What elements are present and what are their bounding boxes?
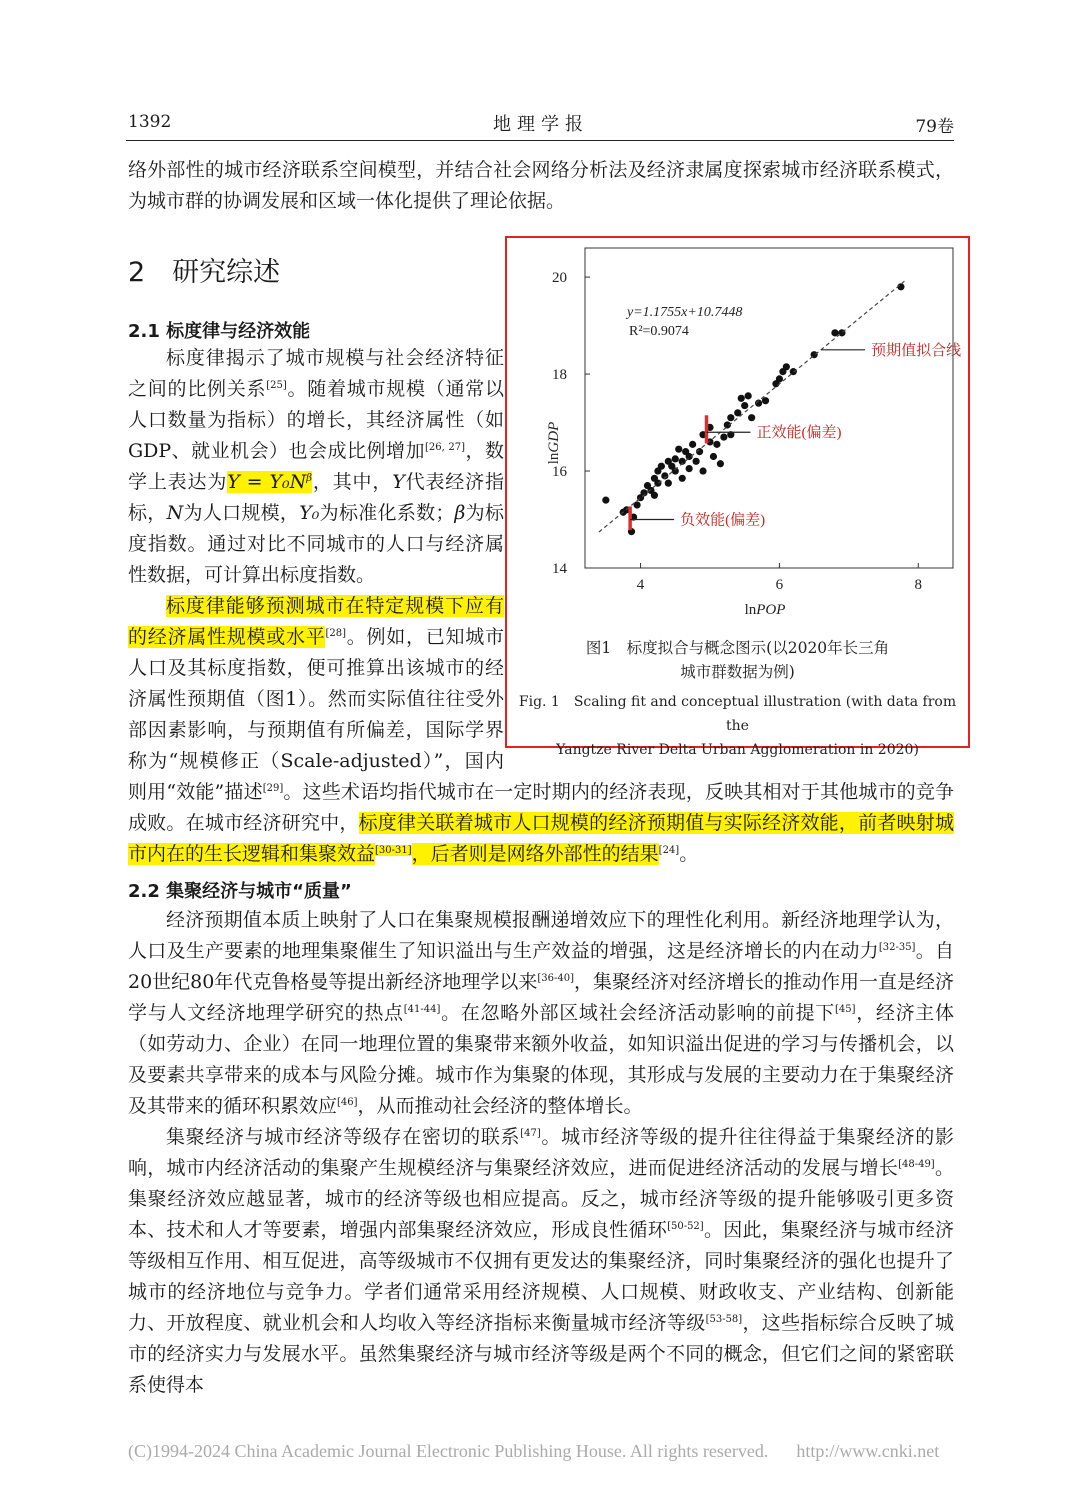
subsection-heading-2-1: 2.1 标度律与经济效能: [128, 321, 311, 342]
y-tick-label: 20: [552, 270, 567, 287]
paragraph-agglomeration: 经济预期值本质上映射了人口在集聚规模报酬递增效应下的理性化利用。新经济地理学认为，人口及生产要素的地理集聚催生了知识溢出与生产效益的增强，这是经济增长的内在动力[32-35]。自20世纪80年代克鲁格曼等提出新经济地理学以来[36-40]，集聚经济对经济增长的推动作用一直是经济学与人文经济地理学研究的热点[41-44]。在忽略外部区域社会经济活动影响的前提下[45]，经济主体（如劳动力、企业）在同一地理位置的集聚带来额外收益，如知识溢出促进的学习与传播机会，以及要素共享带来的成本与风险分摊。城市作为集聚的体现，其形成与发展的主要动力在于集聚经济及其带来的循环积累效应[46]，从而推动社会经济的整体增长。: [128, 909, 955, 1117]
journal-title: 地理学报: [493, 114, 589, 135]
volume-number: 79卷: [915, 117, 954, 137]
data-point: [745, 392, 752, 399]
y-axis-label: lnGDP: [546, 421, 562, 465]
x-tick-label: 6: [775, 577, 784, 593]
y-tick-label: 14: [552, 561, 567, 577]
page-header: [128, 108, 954, 138]
data-point: [689, 441, 696, 448]
data-point: [675, 446, 682, 453]
annotation-label: 正效能(偏差): [756, 425, 842, 442]
x-axis-label: lnPOP: [744, 602, 786, 618]
x-tick-label: 4: [636, 577, 645, 593]
data-point: [658, 463, 665, 470]
data-point: [748, 414, 755, 421]
copyright-footer: [128, 1441, 939, 1462]
scaling-scatter-chart: [507, 238, 968, 618]
data-point: [672, 455, 679, 462]
data-point: [727, 414, 734, 421]
data-point: [672, 467, 679, 474]
paragraph-scaling-law: 标度律揭示了城市规模与社会经济特征之间的比例关系[25]。随着城市规模（通常以人口数量为指标）的增长，其经济属性（如GDP、就业机会）也会成比例增加[26, 27]，数学上表达为$Y = Y_0N^\beta$，其中，Y代表经济指标，N为人口规模，Y₀为标准化系数；β为标度指数。通过对比不同城市的人口与经济属性数据，可计算出标度指数。: [128, 347, 504, 586]
r-squared: R²=0.9074: [629, 324, 689, 339]
subsection-2-2-body: [128, 905, 954, 1401]
intro-paragraph: 络外部性的城市经济联系空间模型，并结合社会网络分析法及经济隶属度探索城市经济联系模式，为城市群的协调发展和区域一体化提供了理论依据。: [128, 159, 954, 212]
data-point: [762, 397, 769, 404]
data-point: [783, 363, 790, 370]
data-point: [776, 375, 783, 382]
copyright-text: (C)1994-2024 China Academic Journal Electronic Publishing House. All rights reserved.: [128, 1441, 769, 1461]
paragraph-scaling-prediction: 标度律能够预测城市在特定规模下应有的经济属性规模或水平[28]。例如，已知城市人口及其标度指数，便可推算出该城市的经济属性预期值（图1）。然而实际值往往受外部因素影响，与预期值有所偏差，国际学界称为“规模修正（Scale-adjusted）”，国内则用“效能”描述[29]。这些术语均指代城市在一定时期内的经济表现，反映其相对于其他城市的竞争成败。在城市经济研究中，标度律关联着城市人口规模的经济预期值与实际经济效能，前者映射城市内在的生长逻辑和集聚效益[30-31]，后者则是网络外部性的结果[24]。: [128, 595, 954, 865]
x-axis-var: POP: [756, 602, 786, 618]
scatter-points: [602, 283, 904, 535]
subsection-heading-2-2: 2.2 集聚经济与城市“质量”: [128, 881, 352, 902]
data-point: [831, 329, 838, 336]
page-number: 1392: [128, 112, 172, 132]
y-tick-label: 18: [552, 367, 567, 384]
x-tick-label: 8: [914, 577, 923, 593]
data-point: [738, 395, 745, 402]
annotation-label: 预期值拟合线: [871, 342, 962, 359]
data-point: [665, 480, 672, 487]
data-point: [692, 458, 699, 465]
data-point: [713, 441, 720, 448]
y-axis-var: GDP: [546, 421, 562, 453]
formula: $Y = Y_0N^\beta$: [227, 471, 313, 493]
data-point: [741, 402, 748, 409]
data-point: [717, 460, 724, 467]
header-rule: [126, 140, 954, 141]
section-heading: 2 研究综述: [128, 257, 281, 288]
paragraph-economic-hierarchy: 集聚经济与城市经济等级存在密切的联系[47]。城市经济等级的提升往往得益于集聚经济的影响，城市内经济活动的集聚产生规模经济与集聚经济效应，进而促进经济活动的发展与增长[48-49]。集聚经济效应越显著，城市的经济等级也相应提高。反之，城市经济等级的提升能够吸引更多资本、技术和人才等要素，增强内部集聚经济效应，形成良性循环[50-52]。因此，集聚经济与城市经济等级相互作用、相互促进，高等级城市不仅拥有更发达的集聚经济，同时集聚经济的强化也提升了城市的经济地位与竞争力。学者们通常采用经济规模、人口规模、财政收支、产业结构、创新能力、开放程度、就业机会和人均收入等经济指标来衡量城市经济等级[53-58]，这些指标综合反映了城市的经济实力与发展水平。虽然集聚经济与城市经济等级是两个不同的概念，但它们之间的紧密联系使得本: [128, 1126, 954, 1396]
y-tick-label: 16: [552, 464, 567, 481]
data-point: [720, 433, 727, 440]
figure-caption-zh: 图1 标度拟合与概念图示(以2020年长三角 城市群数据为例): [585, 639, 890, 681]
data-point: [679, 475, 686, 482]
figure-caption-en: Fig. 1 Scaling fit and conceptual illustration (with data from the Yangtze River Delta Urban Agglomeration in 2020): [518, 694, 957, 758]
data-point: [686, 465, 693, 472]
data-point: [633, 501, 640, 508]
data-point: [710, 453, 717, 460]
regression-equation: y=1.1755x+10.7448: [627, 305, 743, 320]
annotation-label: 负效能(偏差): [680, 512, 766, 529]
data-point: [651, 492, 658, 499]
data-point: [699, 467, 706, 474]
footer-url: http://www.cnki.net: [796, 1441, 940, 1461]
data-point: [602, 497, 609, 504]
figure-1: [505, 236, 970, 758]
